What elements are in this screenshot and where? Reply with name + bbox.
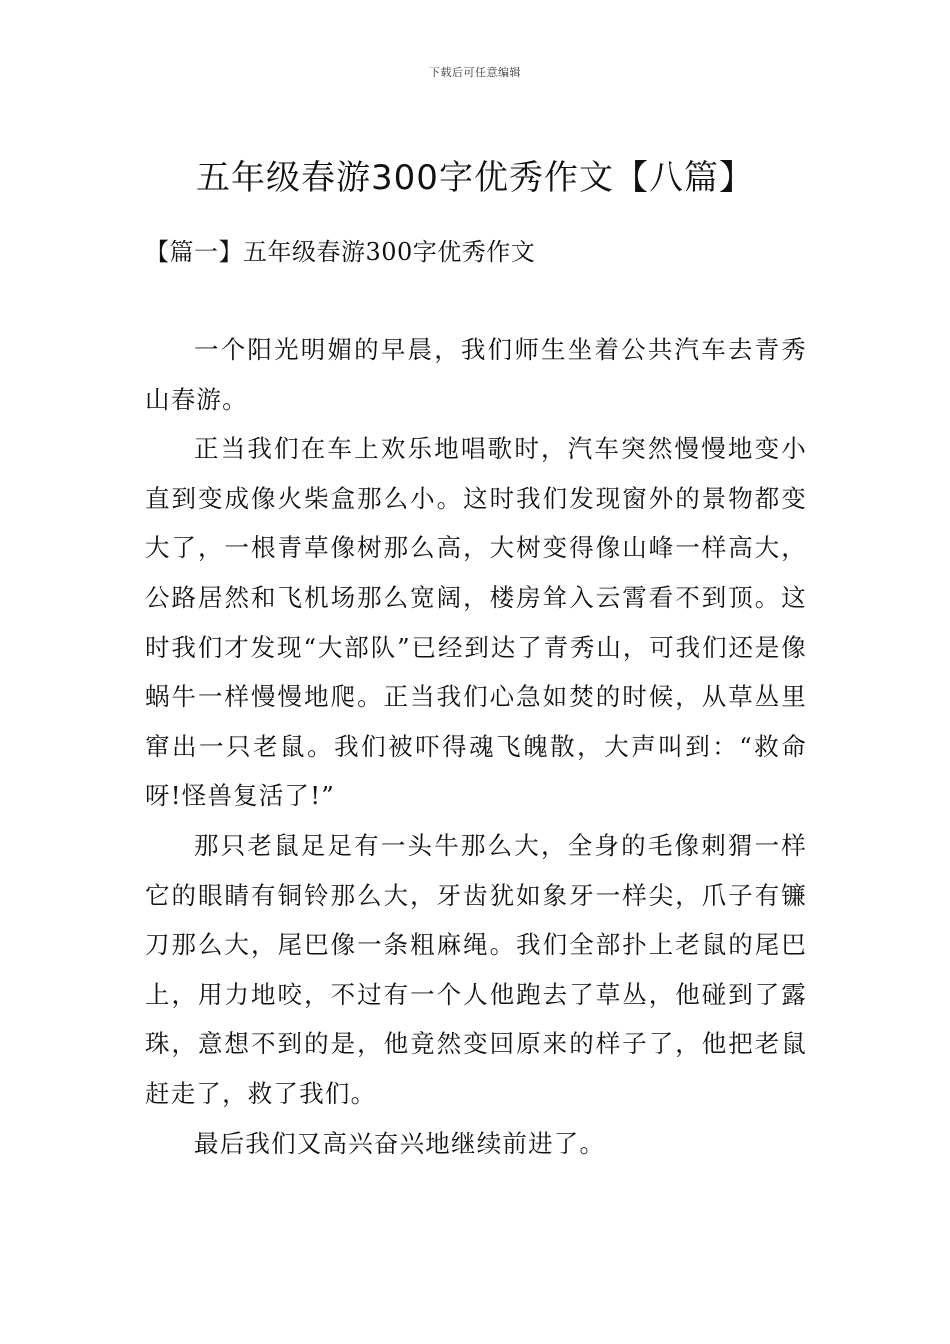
header-note: 下载后可任意编辑 xyxy=(429,66,521,79)
paragraph: 最后我们又高兴奋兴地继续前进了。 xyxy=(194,1128,606,1158)
section-heading: 【篇一】五年级春游300字优秀作文 xyxy=(145,238,536,266)
document-title: 五年级春游300字优秀作文【八篇】 xyxy=(196,157,754,198)
paragraph: 那只老鼠足足有一头牛那么大，全身的毛像刺猬一样它的眼睛有铜铃那么大，牙齿犹如象牙一样尖，爪子有镰刀那么大，尾巴像一条粗麻绳。我们全部扑上老鼠的尾巴上，用力地咬，不过有一个人他跑去了草丛，他碰到了露珠，意想不到的是，他竟然变回原来的样子了，他把老鼠赶走了，救了我们。 xyxy=(145,830,807,1108)
paragraph: 一个阳光明媚的早晨，我们师生坐着公共汽车去青秀山春游。 xyxy=(145,335,807,414)
paragraph: 正当我们在车上欢乐地唱歌时，汽车突然慢慢地变小直到变成像火柴盒那么小。这时我们发现窗外的景物都变大了，一根青草像树那么高，大树变得像山峰一样高大，公路居然和飞机场那么宽阔，楼房耸入云霄看不到顶。这时我们才发现“大部队”已经到达了青秀山，可我们还是像蜗牛一样慢慢地爬。正当我们心急如焚的时候，从草丛里窜出一只老鼠。我们被吓得魂飞魄散，大声叫到：“救命呀!怪兽复活了!” xyxy=(145,434,807,811)
article-body xyxy=(145,325,807,1168)
